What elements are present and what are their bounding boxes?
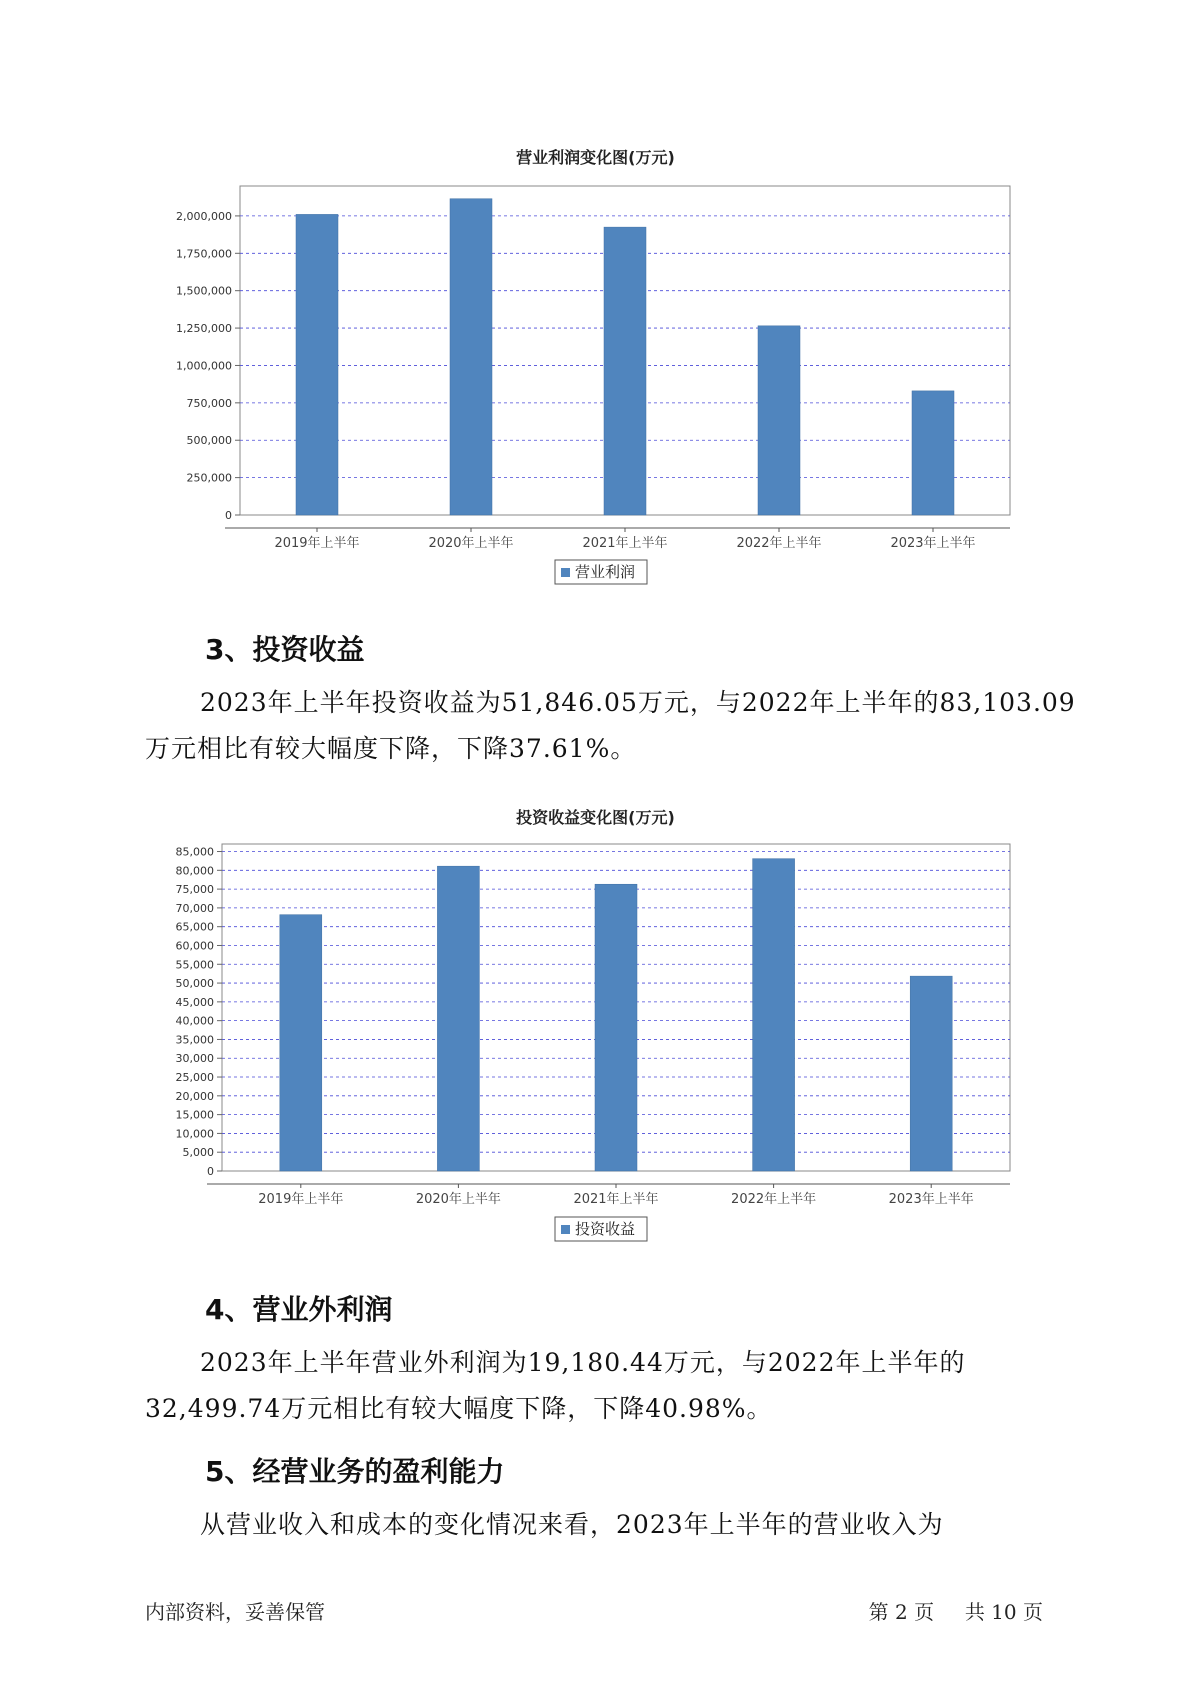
footer-confidential-note: 内部资料，妥善保管 bbox=[145, 1600, 325, 1624]
y-tick-label: 60,000 bbox=[175, 939, 214, 953]
legend-label: 营业利润 bbox=[575, 563, 636, 581]
x-tick-label: 2023年上半年 bbox=[888, 1192, 974, 1207]
x-tick-label: 2019年上半年 bbox=[258, 1192, 344, 1207]
section-heading-profitability: 5、经营业务的盈利能力 bbox=[205, 1455, 505, 1488]
y-tick-label: 2,000,000 bbox=[176, 209, 232, 223]
y-tick-label: 80,000 bbox=[175, 864, 214, 878]
paragraph-profitability bbox=[145, 1502, 1075, 1548]
section-heading-non-operating-profit: 4、营业外利润 bbox=[205, 1293, 393, 1326]
bar bbox=[910, 976, 952, 1171]
footer-total-pages: 共 10 页 bbox=[964, 1600, 1043, 1624]
y-tick-label: 750,000 bbox=[186, 396, 232, 410]
y-tick-label: 0 bbox=[207, 1165, 214, 1178]
bar bbox=[280, 915, 322, 1171]
x-tick-label: 2021年上半年 bbox=[573, 1192, 659, 1207]
y-tick-label: 1,500,000 bbox=[176, 284, 232, 298]
bar bbox=[753, 859, 795, 1171]
paragraph-non-operating-profit bbox=[145, 1340, 1075, 1432]
paragraph-line: 2023年上半年投资收益为51,846.05万元，与2022年上半年的83,103.09 bbox=[200, 688, 1076, 717]
footer-page-info bbox=[869, 1596, 1043, 1625]
y-tick-label: 1,750,000 bbox=[176, 247, 232, 261]
x-tick-label: 2021年上半年 bbox=[582, 536, 668, 551]
y-tick-label: 65,000 bbox=[175, 920, 214, 934]
x-tick-label: 2020年上半年 bbox=[428, 536, 514, 551]
paragraph-line: 2023年上半年营业外利润为19,180.44万元，与2022年上半年的 bbox=[200, 1348, 966, 1377]
chart-title-investment-income: 投资收益变化图(万元) bbox=[516, 808, 675, 827]
y-tick-label: 500,000 bbox=[186, 434, 232, 448]
y-tick-label: 0 bbox=[225, 509, 232, 522]
y-tick-label: 1,000,000 bbox=[176, 359, 232, 373]
y-tick-label: 50,000 bbox=[175, 977, 214, 991]
y-tick-label: 1,250,000 bbox=[176, 322, 232, 336]
section-heading-investment-income: 3、投资收益 bbox=[205, 633, 365, 666]
paragraph-line: 万元相比有较大幅度下降，下降37.61%。 bbox=[145, 734, 637, 763]
paragraph-line: 32,499.74万元相比有较大幅度下降，下降40.98%。 bbox=[145, 1394, 773, 1423]
paragraph-line: 从营业收入和成本的变化情况来看，2023年上半年的营业收入为 bbox=[200, 1510, 944, 1539]
y-tick-label: 5,000 bbox=[182, 1146, 214, 1160]
legend-label: 投资收益 bbox=[575, 1220, 636, 1238]
y-tick-label: 250,000 bbox=[186, 471, 232, 485]
footer-page-number: 第 2 页 bbox=[868, 1600, 935, 1624]
x-tick-label: 2023年上半年 bbox=[890, 536, 976, 551]
y-tick-label: 40,000 bbox=[175, 1014, 214, 1028]
x-tick-label: 2020年上半年 bbox=[415, 1192, 501, 1207]
x-tick-label: 2019年上半年 bbox=[274, 536, 360, 551]
x-tick-label: 2022年上半年 bbox=[736, 536, 822, 551]
y-tick-label: 20,000 bbox=[175, 1089, 214, 1103]
y-tick-label: 10,000 bbox=[175, 1127, 214, 1141]
x-tick-label: 2022年上半年 bbox=[731, 1192, 817, 1207]
chart-title-operating-profit: 营业利润变化图(万元) bbox=[516, 148, 675, 167]
y-tick-label: 30,000 bbox=[175, 1052, 214, 1066]
legend-swatch bbox=[561, 1225, 570, 1234]
y-tick-label: 15,000 bbox=[175, 1108, 214, 1122]
bar bbox=[595, 884, 637, 1171]
y-tick-label: 35,000 bbox=[175, 1033, 214, 1047]
y-tick-label: 70,000 bbox=[175, 901, 214, 915]
y-tick-label: 55,000 bbox=[175, 958, 214, 972]
bar bbox=[437, 866, 479, 1171]
y-tick-label: 85,000 bbox=[175, 845, 214, 859]
y-tick-label: 45,000 bbox=[175, 995, 214, 1009]
y-tick-label: 25,000 bbox=[175, 1071, 214, 1085]
y-tick-label: 75,000 bbox=[175, 883, 214, 897]
